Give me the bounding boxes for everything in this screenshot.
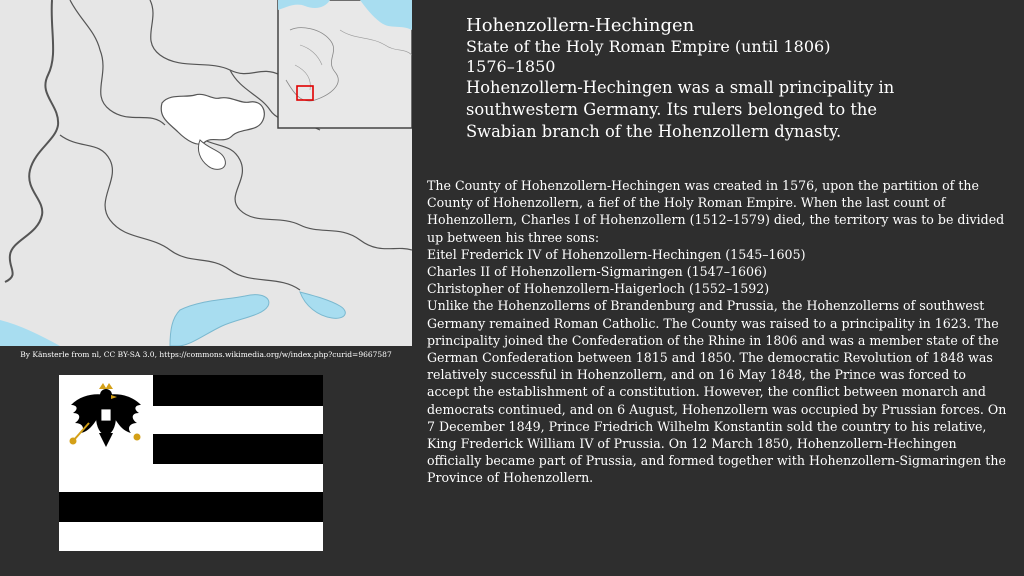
image-credit: By Känsterle from nl, CC BY-SA 3.0, https://commons.wikimedia.org/w/index.php?curid=9667587 xyxy=(20,350,392,359)
body-paragraph-history: Unlike the Hohenzollerns of Brandenburg and Prussia, the Hohenzollerns of southwest Germany remained Roman Catholic. The County was raised to a principality in 1623. The principality joined the Confederation of the Rhine in 1806 and was a member state of the German Confederation between 1815 and 1850. The democratic Revolution of 1848 was relatively successful in Hohenzollern, and on 16 May 1848, the Prince was forced to accept the establishment of a constitution. However, the conflict between monarch and democrats continued, and on 6 August, Hohenzollern was occupied by Prussian forces. On 7 December 1849, Prince Friedrich Wilhelm Konstantin sold the country to his relative, King Frederick William IV of Prussia. On 12 March 1850, Hohenzollern-Hechingen officially became part of Prussia, and formed together with Hohenzollern-Sigmaringen the Province of Hohenzollern. xyxy=(427,298,1007,486)
page-title: Hohenzollern-Hechingen xyxy=(466,15,695,36)
page-subtitle: State of the Holy Roman Empire (until 1806) xyxy=(466,37,831,56)
body-paragraph-intro: The County of Hohenzollern-Hechingen was created in 1576, upon the partition of the County of Hohenzollern, a fief of the Holy Roman Empire. When the last count of Hohenzollern, Charles I of Hohenzollern (1512–1579) died, the territory was to be divided up between his three sons: xyxy=(427,178,1005,245)
locator-map xyxy=(0,0,412,346)
body-list-item: Eitel Frederick IV of Hohenzollern-Hechingen (1545–1605) xyxy=(427,246,806,262)
summary-text: Hohenzollern-Hechingen was a small principality in southwestern Germany. Its rulers belonged to the Swabian branch of the Hohenzollern dynasty. xyxy=(466,78,895,141)
body-list-item: Christopher of Hohenzollern-Haigerloch (1552–1592) xyxy=(427,281,770,297)
header xyxy=(466,15,1006,143)
body-list-item: Charles II of Hohenzollern-Sigmaringen (1547–1606) xyxy=(427,264,767,280)
map-image xyxy=(0,0,412,346)
body-text xyxy=(427,177,1007,487)
flag-image xyxy=(59,375,323,551)
year-range: 1576–1850 xyxy=(466,57,556,76)
